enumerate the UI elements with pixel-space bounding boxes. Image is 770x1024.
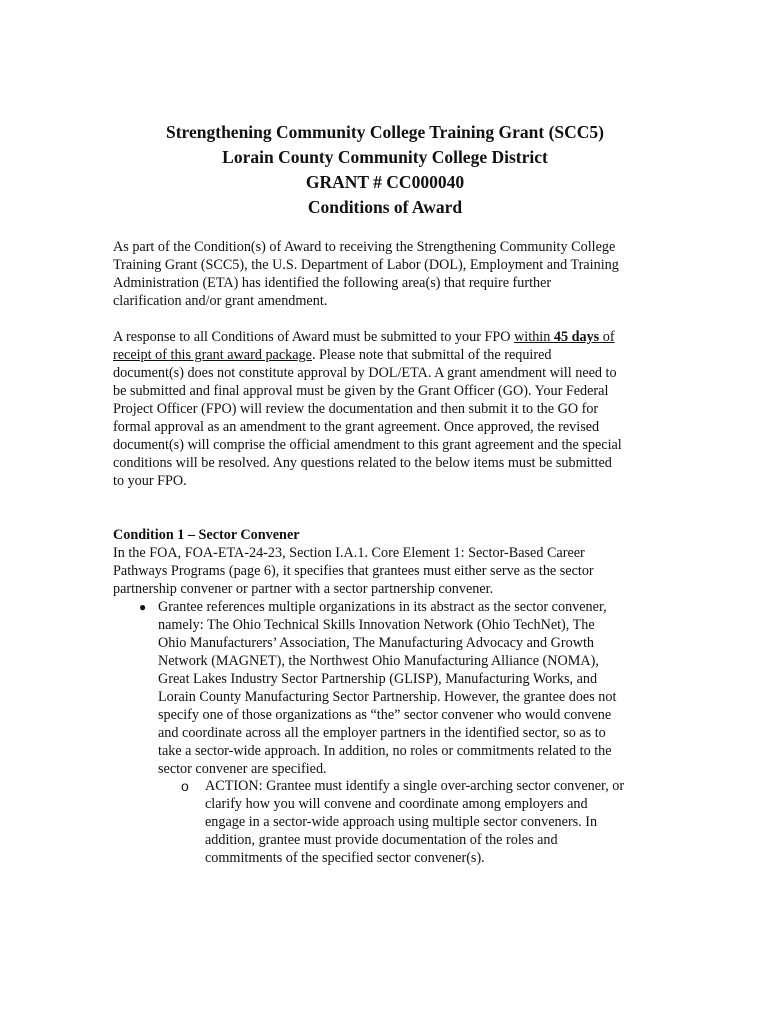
paragraph-line: As part of the Condition(s) of Award to receiving the Strengthening Community College — [113, 239, 616, 255]
deadline-text: within — [514, 329, 554, 345]
title-line-grantee: Lorain County Community College District — [222, 147, 548, 167]
paragraph-line: Project Officer (FPO) will review the documentation and then submit it to the GO for — [113, 401, 599, 417]
paragraph-line: Pathways Programs (page 6), it specifies that grantees must either serve as the sector — [113, 563, 594, 579]
paragraph-line — [113, 346, 658, 364]
paragraph-line: be submitted and final approval must be given by the Grant Officer (GO). Your Federal — [113, 383, 609, 399]
title-line-conditions: Conditions of Award — [307, 197, 463, 217]
title-line-grant-name: Strengthening Community College Training Grant (SCC5) — [165, 122, 604, 142]
response-text: . Please note that submittal of the required — [311, 347, 552, 363]
paragraph-line — [113, 328, 658, 346]
condition-1-heading: Condition 1 – Sector Convener — [113, 527, 300, 543]
bullet-line: Lorain County Manufacturing Sector Partnership. However, the grantee does not — [158, 689, 617, 705]
paragraph-line: Administration (ETA) has identified the following area(s) that require further — [113, 275, 552, 291]
bullet-marker: ● — [139, 600, 147, 614]
paragraph-line: to your FPO. — [113, 473, 187, 489]
paragraph-line: Training Grant (SCC5), the U.S. Department of Labor (DOL), Employment and Training — [113, 257, 619, 273]
condition-1-section — [113, 526, 658, 598]
paragraph-line: conditions will be resolved. Any questions related to the below items must be submitted — [113, 455, 612, 471]
bullet-line: Network (MAGNET), the Northwest Ohio Manufacturing Alliance (NOMA), — [158, 653, 599, 669]
response-text: A response to all Conditions of Award must be submitted to your FPO — [113, 329, 515, 345]
deadline-days: 45 days — [553, 329, 600, 345]
bullet-line: specify one of those organizations as “the” sector convener who would convene — [158, 707, 612, 723]
sub-bullet-line: addition, grantee must provide documentation of the roles and — [205, 832, 558, 848]
bullet-line: take a sector-wide approach. In addition, no roles or commitments related to the — [158, 743, 612, 759]
paragraph-line: partnership convener or partner with a sector partnership convener. — [113, 581, 494, 597]
sub-bullet-line: commitments of the specified sector convener(s). — [205, 850, 485, 866]
bullet-line: Great Lakes Industry Sector Partnership (GLISP), Manufacturing Works, and — [158, 671, 598, 687]
deadline-text: receipt of this grant award package — [113, 347, 312, 363]
condition-1-action — [205, 777, 665, 867]
bullet-line: Grantee references multiple organizations in its abstract as the sector convener, — [158, 599, 607, 615]
sub-bullet-line: engage in a sector-wide approach using multiple sector conveners. In — [205, 814, 598, 830]
paragraph-line: In the FOA, FOA-ETA-24-23, Section I.A.1. Core Element 1: Sector-Based Career — [113, 545, 585, 561]
paragraph-line: document(s) will comprise the official amendment to this grant agreement and the special — [113, 437, 622, 453]
intro-paragraph — [113, 238, 658, 310]
condition-1-bullet — [158, 598, 658, 778]
paragraph-line: document(s) does not constitute approval by DOL/ETA. A grant amendment will need to — [113, 365, 617, 381]
sub-bullet-line: ACTION: Grantee must identify a single over-arching sector convener, or — [205, 778, 625, 794]
response-paragraph — [113, 328, 658, 490]
bullet-line: namely: The Ohio Technical Skills Innovation Network (Ohio TechNet), The — [158, 617, 595, 633]
paragraph-line: clarification and/or grant amendment. — [113, 293, 328, 309]
sub-bullet-marker: o — [181, 778, 189, 794]
title-line-grant-number: GRANT # CC000040 — [305, 172, 465, 192]
document-title — [0, 120, 770, 220]
bullet-line: sector convener are specified. — [158, 761, 327, 777]
bullet-line: and coordinate across all the employer partners in the identified sector, so as to — [158, 725, 606, 741]
deadline-text: of — [599, 329, 615, 345]
sub-bullet-line: clarify how you will convene and coordinate among employers and — [205, 796, 588, 812]
bullet-line: Ohio Manufacturers’ Association, The Manufacturing Advocacy and Growth — [158, 635, 595, 651]
paragraph-line: formal approval as an amendment to the grant agreement. Once approved, the revised — [113, 419, 600, 435]
